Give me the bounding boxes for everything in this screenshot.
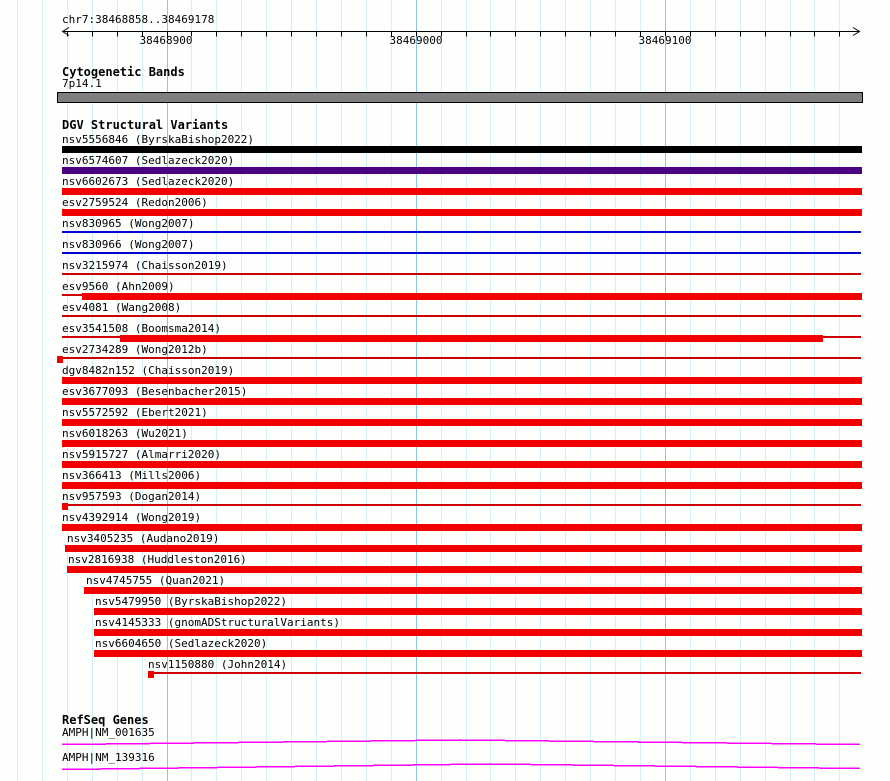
variant-thick-segment — [67, 566, 862, 573]
variant-glyph[interactable] — [62, 440, 862, 447]
gene-label: AMPH|NM_001635 — [62, 726, 155, 739]
variant-glyph[interactable] — [67, 566, 862, 573]
variant-glyph[interactable] — [62, 146, 862, 153]
variant-thin-segment — [62, 273, 861, 275]
variant-label: nsv5479950 (ByrskaBishop2022) — [95, 595, 288, 608]
variant-thin-segment — [62, 252, 861, 254]
variant-glyph[interactable] — [62, 209, 862, 216]
variant-thick-segment — [94, 629, 862, 636]
section-title-cytogenetic-bands: Cytogenetic Bands — [62, 65, 185, 79]
variant-label: nsv6602673 (Sedlazeck2020) — [62, 175, 235, 188]
variant-glyph[interactable] — [62, 503, 861, 510]
variant-thick-segment — [82, 293, 862, 300]
variant-glyph[interactable] — [62, 252, 861, 254]
variant-glyph[interactable] — [94, 629, 862, 636]
variant-label: nsv4392914 (Wong2019) — [62, 511, 202, 524]
variant-thin-segment — [823, 336, 861, 338]
variant-thin-segment — [62, 294, 82, 296]
variant-thick-segment — [62, 524, 862, 531]
variant-label: nsv6604650 (Sedlazeck2020) — [95, 637, 268, 650]
variant-thick-segment — [94, 650, 862, 657]
variant-thick-segment — [62, 146, 862, 153]
variant-glyph[interactable] — [62, 524, 862, 531]
section-title-dgv-structural-variants: DGV Structural Variants — [62, 118, 229, 132]
variant-label: nsv4145333 (gnomADStructuralVariants) — [95, 616, 341, 629]
variant-thick-segment — [62, 461, 862, 468]
gene-label: AMPH|NM_139316 — [62, 751, 155, 764]
variant-thick-segment — [62, 209, 862, 216]
region-title: chr7:38468858..38469178 — [62, 13, 215, 26]
variant-glyph[interactable] — [94, 650, 862, 657]
variant-label: nsv5572592 (Ebert2021) — [62, 406, 208, 419]
variant-glyph[interactable] — [148, 671, 861, 678]
variant-glyph[interactable] — [84, 587, 862, 594]
variant-thick-segment — [62, 440, 862, 447]
cytoband-label: 7p14.1 — [62, 77, 102, 90]
variant-label: nsv6018263 (Wu2021) — [62, 427, 188, 440]
variant-thick-segment — [120, 335, 823, 342]
variant-label: nsv957593 (Dogan2014) — [62, 490, 202, 503]
variant-label: nsv830966 (Wong2007) — [62, 238, 195, 251]
variant-glyph[interactable] — [62, 461, 862, 468]
variant-label: esv2759524 (Redon2006) — [62, 196, 208, 209]
variant-label: esv9560 (Ahn2009) — [62, 280, 175, 293]
variant-thick-segment — [62, 167, 862, 174]
variant-label: dgv8482n152 (Chaisson2019) — [62, 364, 235, 377]
variant-thick-segment — [94, 608, 862, 615]
variant-glyph[interactable] — [94, 608, 862, 615]
variant-label: esv2734289 (Wong2012b) — [62, 343, 208, 356]
variant-glyph[interactable] — [62, 315, 861, 317]
variant-thin-segment — [62, 231, 861, 233]
variant-glyph[interactable] — [62, 231, 861, 233]
variant-label: nsv3215974 (Chaisson2019) — [62, 259, 228, 272]
variant-thin-segment — [62, 315, 861, 317]
variant-label: nsv366413 (Mills2006) — [62, 469, 202, 482]
variant-glyph[interactable] — [62, 293, 862, 300]
variant-glyph[interactable] — [62, 419, 862, 426]
variant-thin-segment — [63, 357, 861, 359]
variant-label: nsv830965 (Wong2007) — [62, 217, 195, 230]
variant-label: nsv3405235 (Audano2019) — [67, 532, 220, 545]
variant-label: nsv6574607 (Sedlazeck2020) — [62, 154, 235, 167]
variant-label: esv3677093 (Besenbacher2015) — [62, 385, 248, 398]
variant-thick-segment — [62, 377, 862, 384]
variant-thick-segment — [65, 545, 862, 552]
variant-thin-segment — [62, 336, 120, 338]
variant-glyph[interactable] — [65, 545, 862, 552]
variant-thin-segment — [154, 672, 861, 674]
variant-thick-segment — [62, 398, 862, 405]
variant-thick-segment — [62, 419, 862, 426]
variant-label: esv4081 (Wang2008) — [62, 301, 182, 314]
variant-label: nsv4745755 (Quan2021) — [86, 574, 226, 587]
variant-label: nsv1150880 (John2014) — [148, 658, 288, 671]
variant-label: nsv2816938 (Huddleston2016) — [68, 553, 247, 566]
variant-glyph[interactable] — [62, 167, 862, 174]
section-title-refseq-genes: RefSeq Genes — [62, 713, 149, 727]
variant-label: esv3541508 (Boomsma2014) — [62, 322, 221, 335]
variant-glyph[interactable] — [62, 482, 862, 489]
variant-thick-segment — [148, 671, 154, 678]
variant-thick-segment — [62, 503, 68, 510]
variant-glyph[interactable] — [62, 377, 862, 384]
variant-glyph[interactable] — [62, 188, 862, 195]
variant-thick-segment — [62, 188, 862, 195]
variant-label: nsv5915727 (Almarri2020) — [62, 448, 221, 461]
x-axis-tick-label: 38469000 — [389, 34, 443, 47]
variant-label: nsv5556846 (ByrskaBishop2022) — [62, 133, 255, 146]
x-axis-tick-label: 38468900 — [139, 34, 193, 47]
variant-glyph[interactable] — [62, 335, 861, 342]
variant-thin-segment — [68, 504, 861, 506]
variant-glyph[interactable] — [62, 273, 861, 275]
x-axis-tick-label: 38469100 — [638, 34, 692, 47]
variant-thick-segment — [62, 482, 862, 489]
variant-thick-segment — [84, 587, 862, 594]
cytoband-7p14-1[interactable] — [58, 93, 863, 103]
variant-glyph[interactable] — [62, 398, 862, 405]
variant-thick-segment — [57, 356, 63, 363]
